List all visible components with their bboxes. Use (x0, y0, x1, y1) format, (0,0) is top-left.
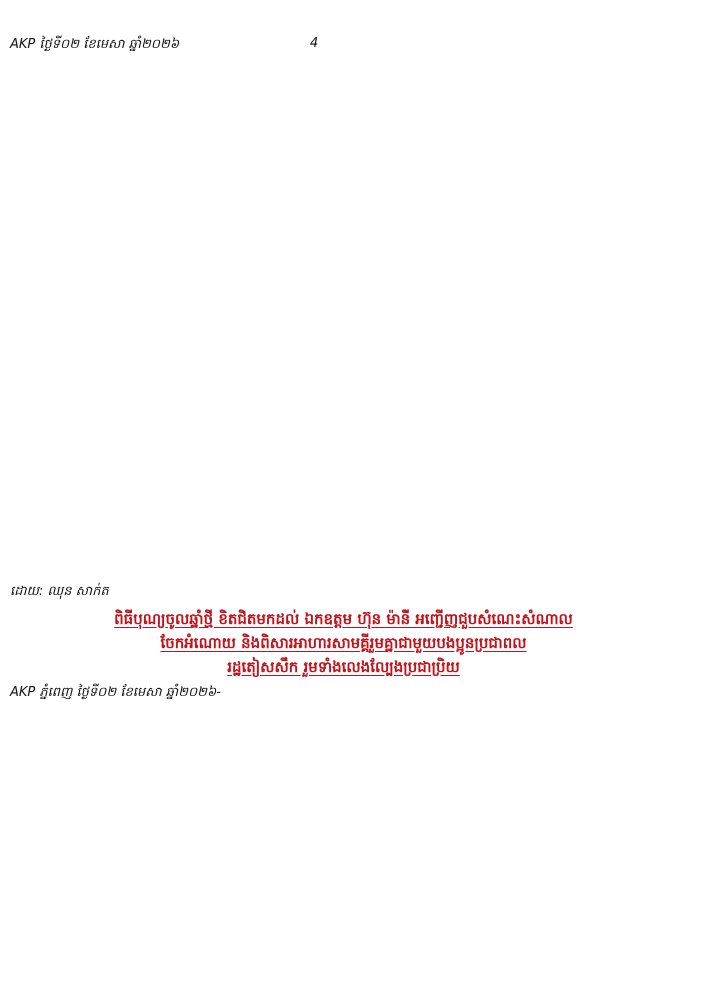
page-number: 4 (310, 36, 319, 51)
article-one-byline: ដោយ: ឈុន សាក់ត (10, 584, 109, 599)
article-one-paragraph-7 (10, 531, 677, 581)
article-two-paragraph-2 (10, 730, 677, 855)
article-one-paragraph-4 (10, 281, 677, 381)
article-one-paragraph-5 (10, 381, 677, 456)
article-one-paragraph-1 (10, 56, 677, 81)
article-two-title-line-1: ពិធីបុណ្យចូលឆ្នាំថ្មី ខិតជិតមកដល់ ឯកឧត្តម ហ៊ុន ម៉ាន់ី អញ្ជើញជួបសំណេះសំណាល (114, 610, 573, 628)
article-two-title (10, 607, 677, 679)
article-two-paragraph-3 (10, 855, 677, 905)
article-two-title-line-3: រដ្ឋតៀសសឹក រួមទាំងលេងល្បែងប្រជាប្រិយ (227, 658, 460, 676)
article-two-paragraph-1 (10, 705, 677, 730)
article-one (10, 56, 677, 603)
article-one-paragraph-3 (10, 206, 677, 281)
page-header (10, 32, 677, 56)
article-two-title-line-2: ចែកអំណោយ និងពិសារអាហារសាមគ្គីរួមគ្នាជាមួយបងប្អូនប្រជាពល (160, 634, 527, 652)
article-two (10, 607, 677, 905)
article-one-paragraph-6 (10, 456, 677, 531)
header-dateline: AKP ថ្ងៃទី០២ ខែមេសា ឆ្នាំ២០២៦ (10, 37, 180, 52)
article-one-paragraph-2 (10, 81, 677, 206)
article-two-dateline: AKP ភ្នំពេញ ថ្ងៃទី០២ ខែមេសា ឆ្នាំ២០២៦- (10, 685, 221, 700)
